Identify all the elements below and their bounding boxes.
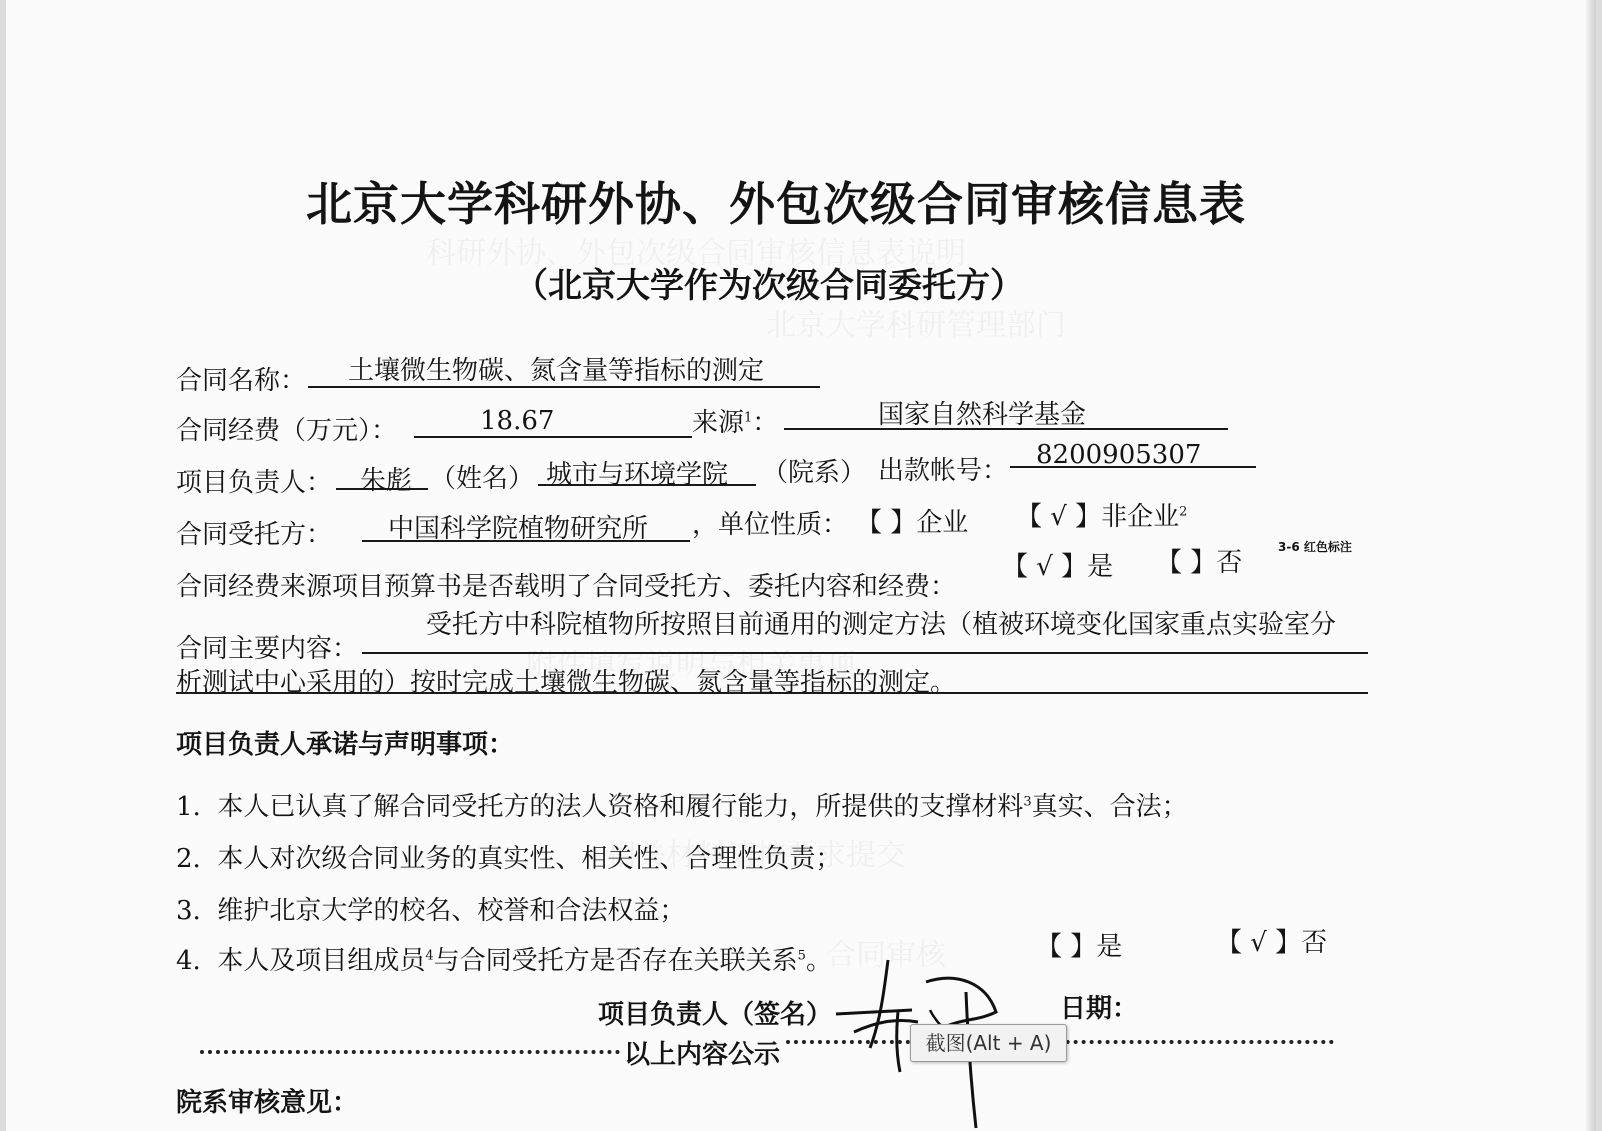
screenshot-shortcut-tooltip: 截图(Alt + A)	[910, 1024, 1067, 1062]
content-line-1: 受托方中科院植物所按照目前通用的测定方法（植被环境变化国家重点实验室分	[426, 610, 1337, 640]
content-line-2: 析测试中心采用的）按时完成土壤微生物碳、氮含量等指标的测定。	[176, 668, 957, 698]
dept-paren-label: （院系）	[762, 458, 867, 488]
trustee-value: 中国科学院植物研究所	[388, 514, 649, 544]
budget-yes-checkbox: 【 √ 】是	[1002, 552, 1114, 582]
public-notice-label: 以上内容公示	[624, 1040, 781, 1070]
content-label: 合同主要内容：	[176, 634, 359, 664]
pledge-heading: 项目负责人承诺与声明事项：	[176, 730, 515, 760]
pledge-item-4: 4. 本人及项目组成员$^4$与合同受托方是否存在关联关系$^5$。	[176, 946, 832, 976]
source-value: 国家自然科学基金	[878, 400, 1087, 430]
pledge-item-3: 3. 维护北京大学的校名、校誉和合法权益；	[176, 896, 686, 926]
relation-yes-checkbox: 【 】是	[1036, 932, 1123, 962]
signature-label: 项目负责人（签名）	[598, 1000, 833, 1030]
pi-name-value: 朱彪	[360, 466, 413, 496]
account-label: 出款帐号：	[878, 456, 1009, 486]
budget-question: 合同经费来源项目预算书是否载明了合同受托方、委托内容和经费：	[176, 572, 957, 602]
dept-value: 城市与环境学院	[546, 460, 729, 490]
non-enterprise-checkbox: 【 √ 】非企业$^2$	[1016, 502, 1188, 532]
page-edge-shadow	[1586, 0, 1596, 1131]
dept-review-label: 院系审核意见：	[176, 1088, 359, 1118]
content-underline-1	[362, 652, 1368, 654]
unit-type-label: ，单位性质：	[692, 510, 849, 540]
account-value: 8200905307	[1036, 440, 1202, 470]
contract-name-label: 合同名称：	[176, 366, 307, 396]
source-label: 来源$^1$：	[692, 408, 779, 438]
name-paren-label: （姓名）	[430, 464, 535, 494]
fund-label: 合同经费（万元）：	[176, 416, 398, 446]
document-title: 北京大学科研外协、外包次级合同审核信息表	[306, 177, 1246, 231]
fund-underline	[414, 436, 692, 438]
contract-name-value: 土壤微生物碳、氮含量等指标的测定	[348, 356, 765, 386]
budget-no-checkbox: 【 】否	[1156, 548, 1243, 578]
date-label: 日期：	[1060, 994, 1139, 1024]
dotted-line-left	[200, 1050, 620, 1054]
enterprise-checkbox: 【 】企业	[856, 508, 969, 538]
budget-red-note: 3-6 红色标注	[1278, 540, 1352, 554]
pi-label: 项目负责人：	[176, 468, 333, 498]
pledge-item-1: 1. 本人已认真了解合同受托方的法人资格和履行能力，所提供的支撑材料$^3$真实、合法；	[176, 792, 1188, 822]
scanned-document-page	[6, 0, 1596, 1131]
trustee-label: 合同受托方：	[176, 520, 333, 550]
document-subtitle: （北京大学作为次级合同委托方）	[514, 266, 1024, 306]
relation-no-checkbox: 【 √ 】否	[1216, 928, 1328, 958]
fund-value: 18.67	[480, 406, 555, 436]
pledge-item-2: 2. 本人对次级合同业务的真实性、相关性、合理性负责；	[176, 844, 842, 874]
content-underline-2	[176, 692, 1368, 694]
